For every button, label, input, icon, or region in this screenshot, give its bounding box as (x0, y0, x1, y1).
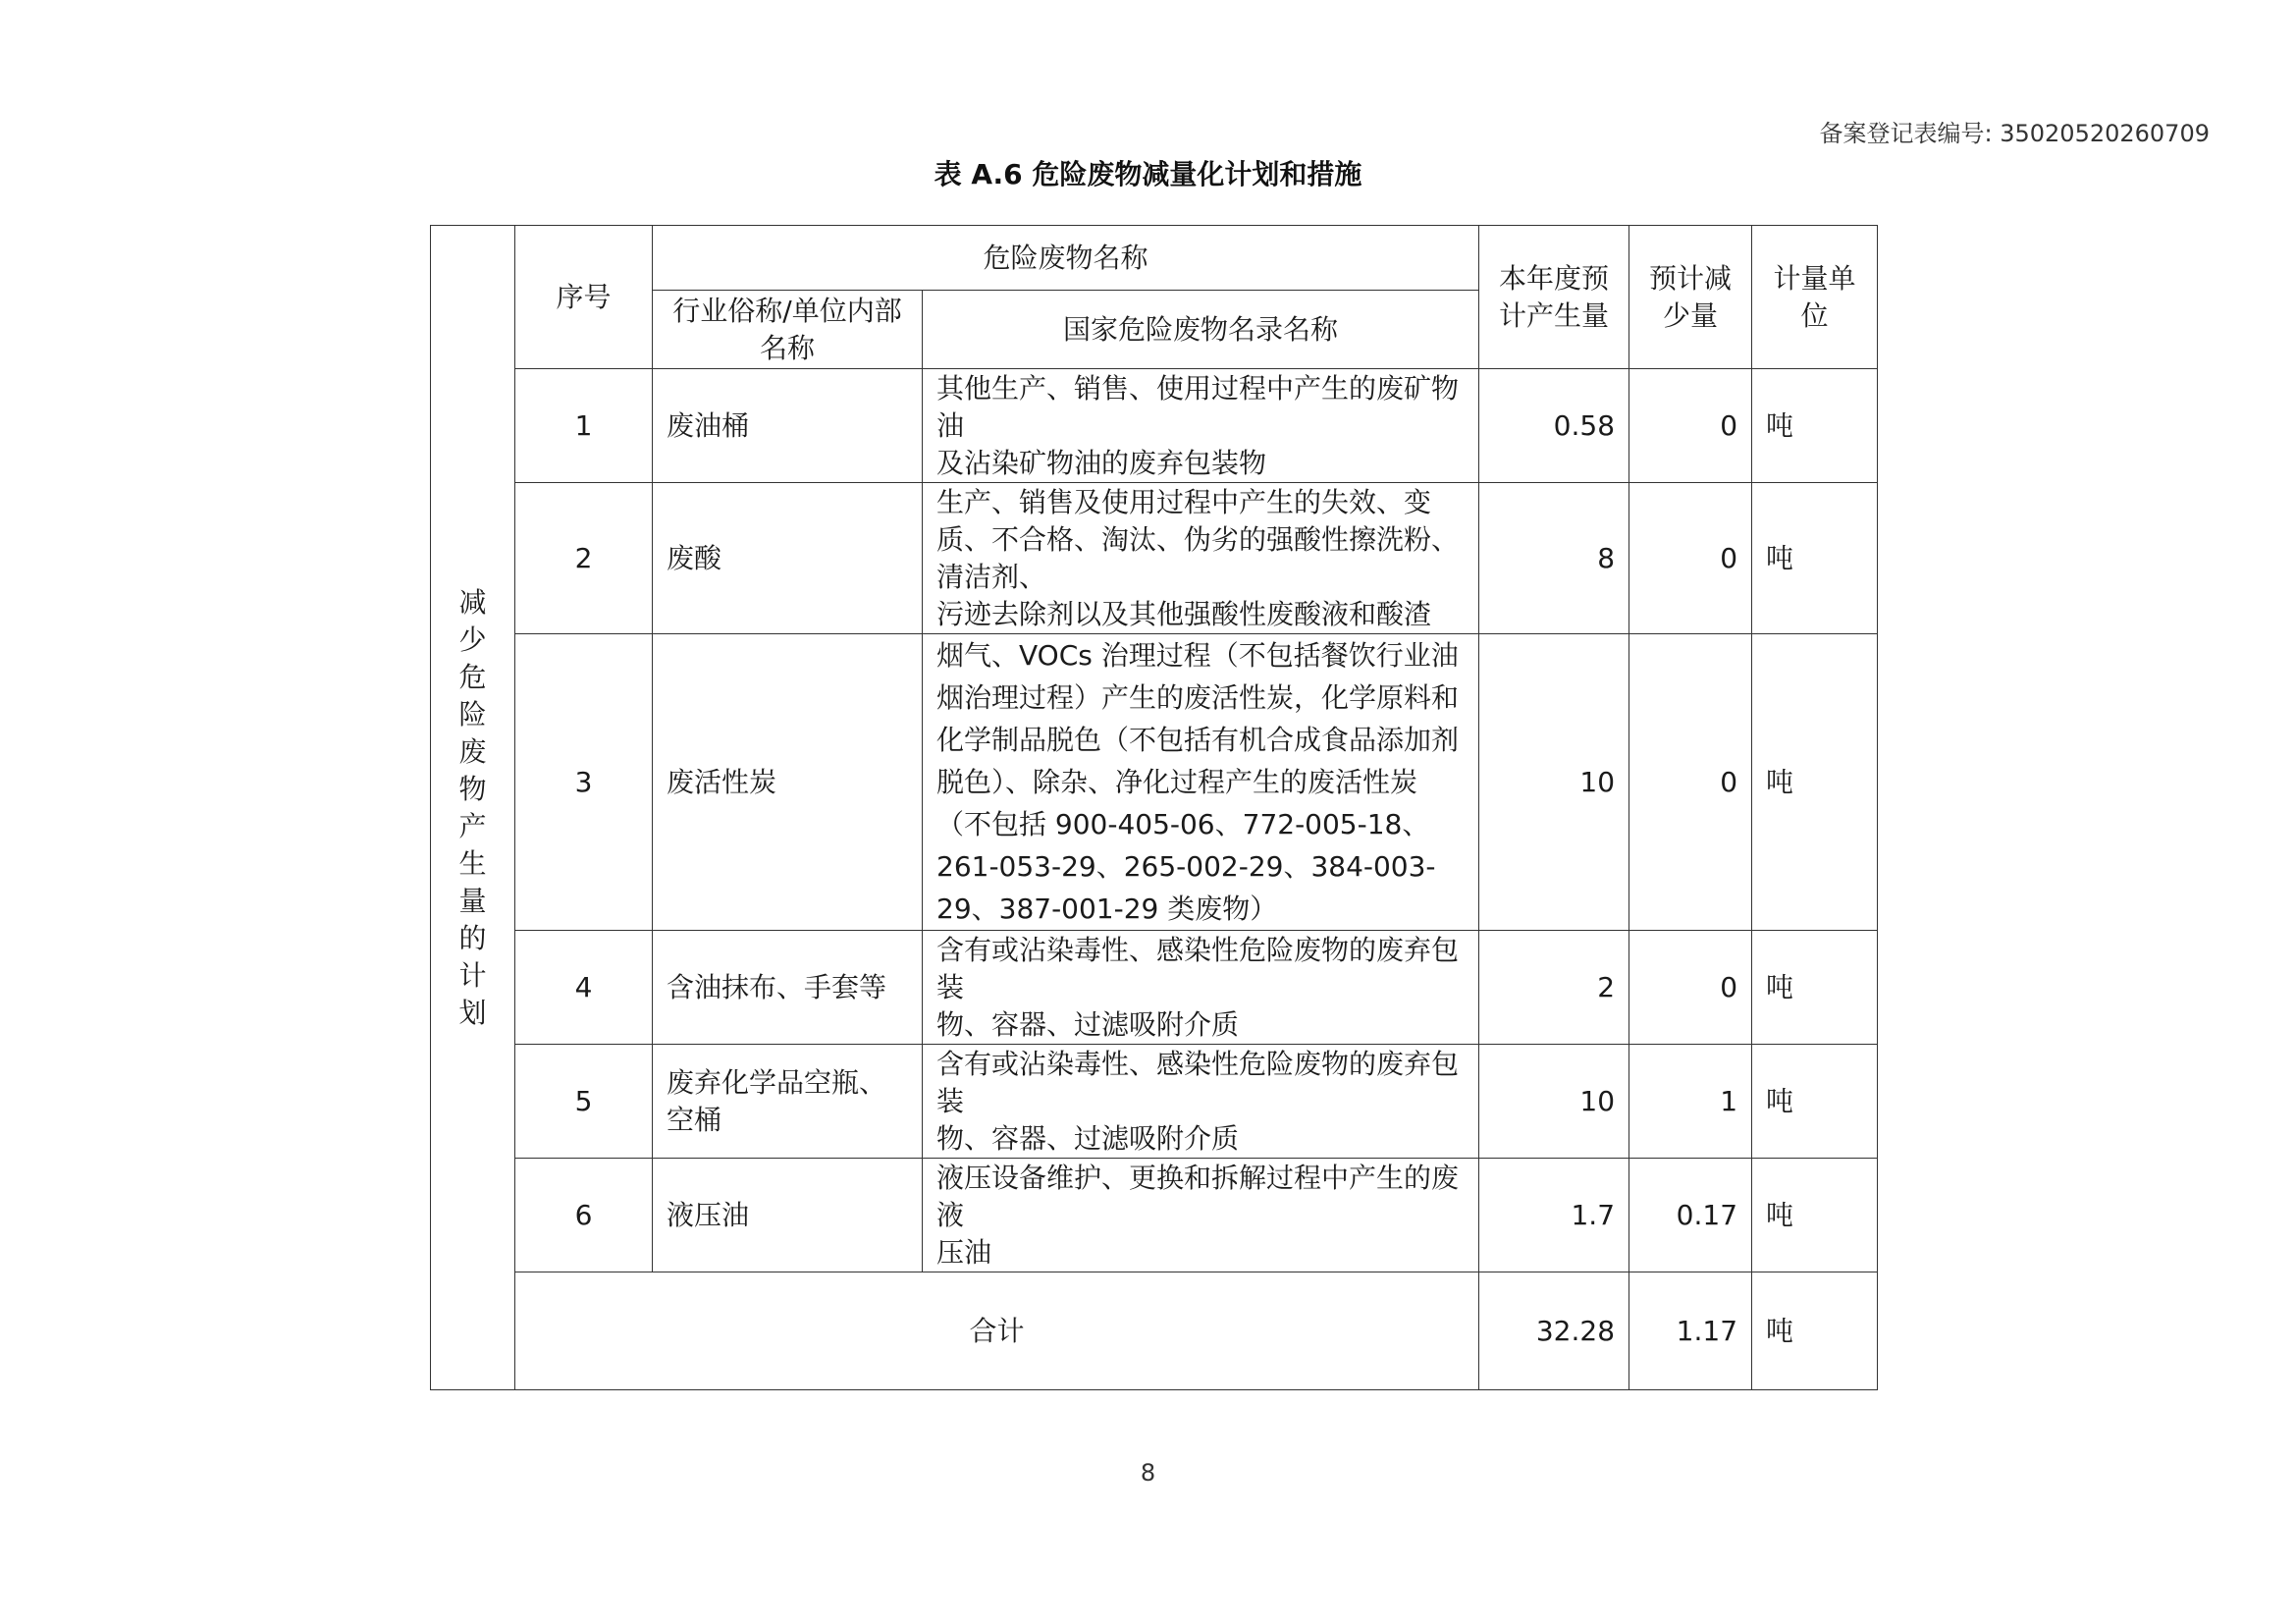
table-title: 表 A.6 危险废物减量化计划和措施 (934, 158, 1362, 190)
row-unit: 吨 (1752, 369, 1878, 483)
row-expected-output: 2 (1479, 931, 1629, 1045)
row-catalog-name: 烟气、VOCs 治理过程（不包括餐饮行业油烟治理过程）产生的废活性炭，化学原料和化学制品脱色（不包括有机合成食品添加剂脱色）、除杂、净化过程产生的废活性炭（不包括 900-405-06、772-005-18、261-053-29、265-002-29、384-003-29、387-001-29 类废物） (923, 634, 1479, 931)
row-industry-name: 含油抹布、手套等 (653, 931, 923, 1045)
row-catalog-name: 含有或沾染毒性、感染性危险废物的废弃包装 物、容器、过滤吸附介质 (923, 1045, 1479, 1159)
row-expected-output: 10 (1479, 1045, 1629, 1159)
row-industry-name: 液压油 (653, 1159, 923, 1272)
page-number: 8 (1140, 1459, 1156, 1487)
row-seq: 3 (515, 634, 653, 931)
registration-label: 备案登记表编号: (1819, 120, 2001, 147)
row-catalog-name: 含有或沾染毒性、感染性危险废物的废弃包装 物、容器、过滤吸附介质 (923, 931, 1479, 1045)
row-expected-output: 0.58 (1479, 369, 1629, 483)
header-expected-reduction: 预计减少量 (1629, 226, 1752, 369)
row-expected-reduction: 0 (1629, 483, 1752, 634)
row-industry-name: 废油桶 (653, 369, 923, 483)
table-row (431, 931, 1878, 1045)
table-row (431, 1159, 1878, 1272)
row-expected-reduction: 0 (1629, 634, 1752, 931)
row-expected-reduction: 0 (1629, 931, 1752, 1045)
row-expected-reduction: 0.17 (1629, 1159, 1752, 1272)
total-expected-output: 32.28 (1479, 1272, 1629, 1390)
row-industry-name: 废活性炭 (653, 634, 923, 931)
header-name-group: 危险废物名称 (653, 226, 1479, 291)
total-label: 合计 (515, 1272, 1479, 1390)
header-expected-output: 本年度预计产生量 (1479, 226, 1629, 369)
table-row (431, 483, 1878, 634)
row-catalog-name: 液压设备维护、更换和拆解过程中产生的废液 压油 (923, 1159, 1479, 1272)
registration-number-line (1820, 114, 2211, 148)
header-industry-name: 行业俗称/单位内部名称 (653, 291, 923, 369)
row-industry-name: 废酸 (653, 483, 923, 634)
total-expected-reduction: 1.17 (1629, 1272, 1752, 1390)
header-unit: 计量单位 (1752, 226, 1878, 369)
section-label: 减少危险废物产生量的计划 (458, 585, 487, 1029)
row-unit: 吨 (1752, 1045, 1878, 1159)
row-expected-output: 10 (1479, 634, 1629, 931)
header-catalog-name: 国家危险废物名录名称 (923, 291, 1479, 369)
table-row (431, 369, 1878, 483)
row-seq: 2 (515, 483, 653, 634)
total-row (431, 1272, 1878, 1390)
registration-number: 35020520260709 (2000, 120, 2210, 147)
row-seq: 1 (515, 369, 653, 483)
row-industry-name: 废弃化学品空瓶、空桶 (653, 1045, 923, 1159)
total-unit: 吨 (1752, 1272, 1878, 1390)
row-seq: 5 (515, 1045, 653, 1159)
row-unit: 吨 (1752, 1159, 1878, 1272)
row-catalog-name: 其他生产、销售、使用过程中产生的废矿物油 及沾染矿物油的废弃包装物 (923, 369, 1479, 483)
row-expected-reduction: 0 (1629, 369, 1752, 483)
table-row (431, 1045, 1878, 1159)
row-unit: 吨 (1752, 483, 1878, 634)
row-seq: 6 (515, 1159, 653, 1272)
row-expected-reduction: 1 (1629, 1045, 1752, 1159)
row-seq: 4 (515, 931, 653, 1045)
section-label-cell (431, 226, 515, 1390)
row-expected-output: 1.7 (1479, 1159, 1629, 1272)
row-catalog-name: 生产、销售及使用过程中产生的失效、变质、不合格、淘汰、伪劣的强酸性擦洗粉、清洁剂、 污迹去除剂以及其他强酸性废酸液和酸渣 (923, 483, 1479, 634)
row-expected-output: 8 (1479, 483, 1629, 634)
table-row (431, 634, 1878, 931)
header-seq: 序号 (515, 226, 653, 369)
row-unit: 吨 (1752, 634, 1878, 931)
row-unit: 吨 (1752, 931, 1878, 1045)
waste-reduction-table (430, 225, 1878, 1390)
